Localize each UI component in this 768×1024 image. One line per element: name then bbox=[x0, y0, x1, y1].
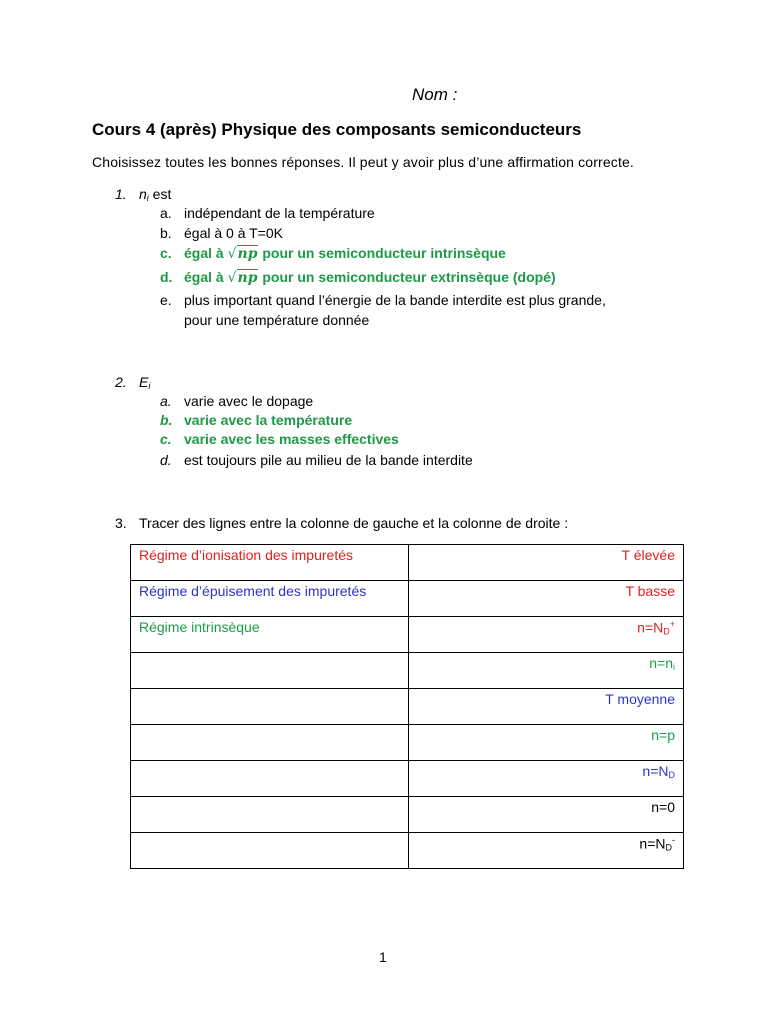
left-cell[interactable] bbox=[131, 797, 409, 833]
table-row bbox=[131, 797, 684, 833]
matching-table bbox=[130, 544, 684, 869]
table-row bbox=[131, 581, 684, 617]
sqrt-np-formula: √np bbox=[227, 270, 258, 286]
right-cell[interactable]: $n=n_i$ bbox=[409, 653, 684, 689]
table-row bbox=[131, 689, 684, 725]
name-field-label: Nom : bbox=[412, 85, 458, 104]
right-cell[interactable]: $n=N_D^-$ bbox=[409, 833, 684, 869]
question-2-number: 2. bbox=[115, 374, 127, 390]
question-1-label: $n_i$ est bbox=[139, 186, 172, 203]
question-3 bbox=[0, 515, 768, 535]
left-cell[interactable] bbox=[131, 761, 409, 797]
question-2-label: $E_i$ bbox=[139, 374, 151, 391]
right-cell[interactable]: n=0 bbox=[409, 797, 684, 833]
left-cell[interactable] bbox=[131, 689, 409, 725]
left-cell[interactable]: Régime d’épuisement des impuretés bbox=[131, 581, 409, 617]
left-cell[interactable] bbox=[131, 725, 409, 761]
question-2 bbox=[0, 374, 768, 394]
right-cell[interactable]: T moyenne bbox=[409, 689, 684, 725]
table-row bbox=[131, 761, 684, 797]
left-cell[interactable] bbox=[131, 833, 409, 869]
left-cell[interactable]: Régime d’ionisation des impuretés bbox=[131, 545, 409, 581]
table-row bbox=[131, 725, 684, 761]
table-row bbox=[131, 545, 684, 581]
table-row bbox=[131, 617, 684, 653]
sqrt-np-formula: √np bbox=[227, 246, 258, 262]
page-number: 1 bbox=[379, 949, 387, 965]
right-cell[interactable]: $n=N_D$ bbox=[409, 761, 684, 797]
page-title: Cours 4 (après) Physique des composants semiconducteurs bbox=[92, 120, 582, 139]
right-cell[interactable]: n=p bbox=[409, 725, 684, 761]
table-row bbox=[131, 833, 684, 869]
table-row bbox=[131, 653, 684, 689]
question-3-number: 3. bbox=[115, 515, 127, 531]
right-cell[interactable]: T basse bbox=[409, 581, 684, 617]
question-1 bbox=[0, 186, 768, 206]
right-cell[interactable]: T élevée bbox=[409, 545, 684, 581]
left-cell[interactable] bbox=[131, 653, 409, 689]
instructions: Choisissez toutes les bonnes réponses. Il peut y avoir plus d’une affirmation correcte. bbox=[92, 154, 634, 170]
right-cell[interactable]: $n=N_D^+$ bbox=[409, 617, 684, 653]
question-1-number: 1. bbox=[115, 186, 127, 202]
question-3-label: Tracer des lignes entre la colonne de gauche et la colonne de droite : bbox=[139, 515, 569, 531]
left-cell[interactable]: Régime intrinsèque bbox=[131, 617, 409, 653]
